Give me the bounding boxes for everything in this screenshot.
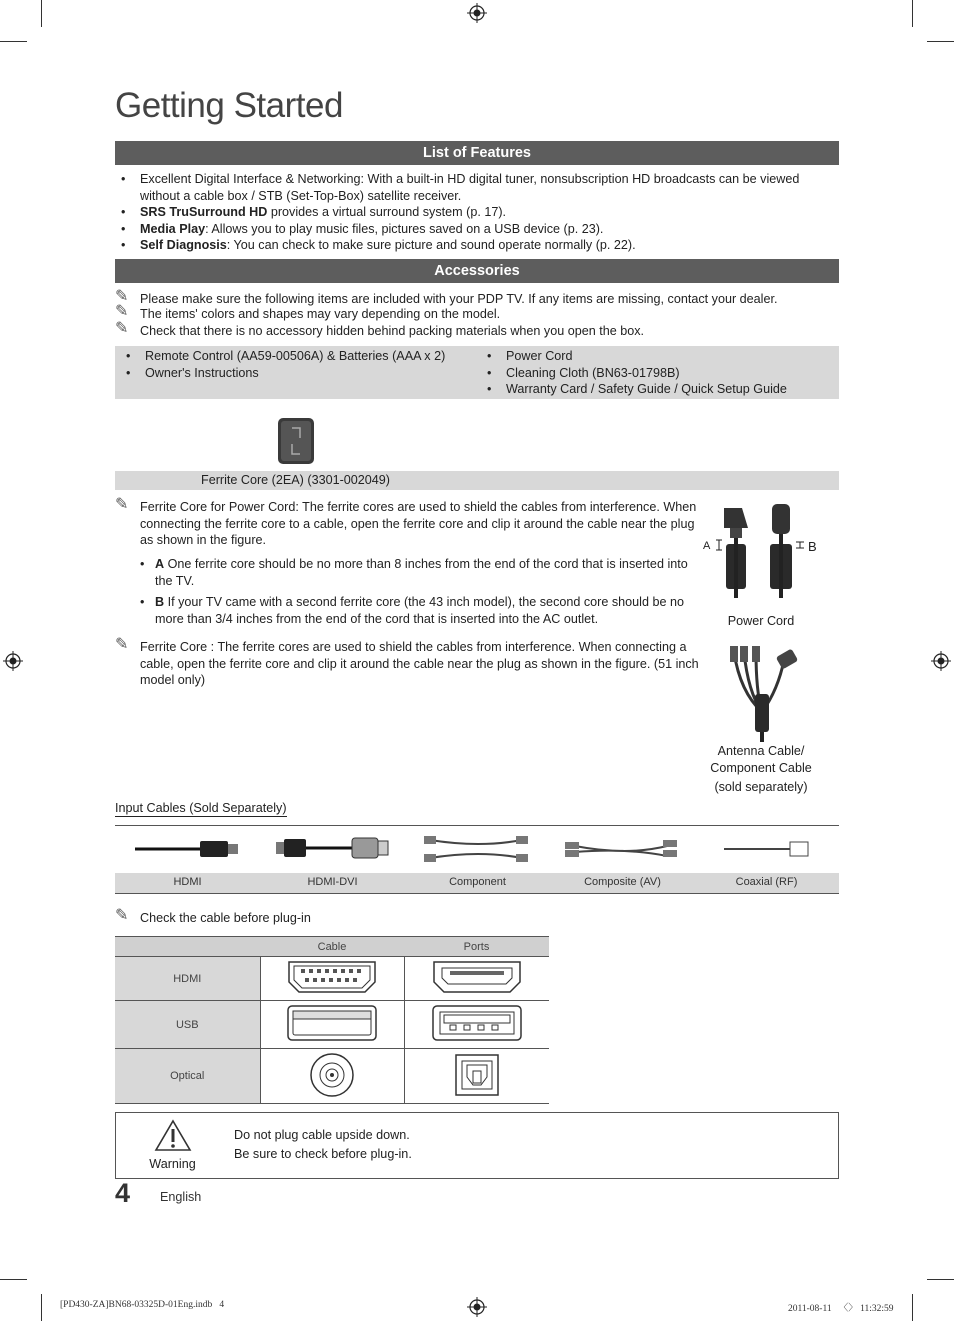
- hdmi-port-icon: [430, 958, 524, 996]
- hdmi-cable-image: [130, 835, 242, 863]
- warning-icon: [154, 1119, 192, 1153]
- note-pencil-icon: ✎: [115, 320, 129, 337]
- component-cable-image: [420, 830, 532, 868]
- power-cord-caption: Power Cord: [727, 614, 795, 628]
- composite-cable-image: [563, 836, 679, 862]
- table-header: [115, 937, 260, 957]
- crop-mark: [912, 1294, 913, 1321]
- label-a: A: [703, 540, 711, 552]
- sub-note-b: • B If your TV came with a second ferrite core (the 43 inch model), the second core should be no more than 3/4 inches from the end of the cord that is inserted into the AC outlet.: [140, 595, 684, 626]
- crop-mark: [41, 0, 42, 27]
- hdmi-dvi-cable-image: [272, 833, 392, 865]
- divider: [115, 825, 839, 826]
- crop-mark: [927, 1279, 954, 1280]
- input-cables-heading: Input Cables (Sold Separately): [115, 801, 287, 815]
- table-row: [115, 957, 549, 1001]
- list-item: • Excellent Digital Interface & Networking: With a built-in HD digital tuner, nonsubscription HD broadcasts can be viewed without a cable box / STB (Set-Top-Box) satellite receiver.: [115, 171, 825, 204]
- crop-mark: [0, 41, 27, 42]
- note-pencil-icon: ✎: [115, 496, 129, 513]
- cable-label: Component: [449, 876, 506, 888]
- registration-mark-icon: [467, 1297, 487, 1317]
- crop-mark: [912, 0, 913, 27]
- note-pencil-icon: ✎: [115, 636, 129, 653]
- crop-mark: [41, 1294, 42, 1321]
- accessories-left-list: [120, 348, 480, 381]
- ferrite-caption: Ferrite Core (2EA) (3301-002049): [201, 473, 390, 487]
- note-pencil-icon: ✎: [115, 288, 129, 305]
- warning-text: Do not plug cable upside down. Be sure to check before plug-in.: [234, 1128, 412, 1161]
- note-pencil-icon: ✎: [115, 303, 129, 320]
- sub-note-a: • A One ferrite core should be no more than 8 inches from the end of the cord that is inserted into the TV.: [140, 557, 688, 588]
- list-item: • Warranty Card / Safety Guide / Quick Setup Guide: [481, 381, 831, 398]
- row-label: HDMI: [115, 957, 260, 1001]
- note-ferrite-core: ✎ Ferrite Core : The ferrite cores are used to shield the cables from interference. When connecting a cable, open the ferrite core and clip it around the cable near the plug as shown in the figure. (51 inch model only): [115, 636, 699, 687]
- ferrite-core-image: [276, 416, 316, 466]
- coaxial-cable-image: [720, 838, 812, 860]
- list-item: • Remote Control (AA59-00506A) & Batteries (AAA x 2): [120, 348, 480, 365]
- file-label: [PD430-ZA]BN68-03325D-01Eng.indb 4: [60, 1300, 225, 1310]
- optical-cable-connector-icon: [307, 1051, 357, 1099]
- note: ✎ The items' colors and shapes may vary depending on the model.: [115, 303, 501, 321]
- cable-label: HDMI: [173, 876, 202, 888]
- registration-mark-icon: [467, 3, 487, 23]
- registration-mark-icon: [3, 651, 23, 671]
- cable-label: HDMI-DVI: [307, 876, 358, 888]
- note: ✎ Please make sure the following items are included with your PDP TV. If any items are missing, contact your dealer.: [115, 288, 778, 306]
- page-number: 4: [115, 1178, 131, 1208]
- features-heading: List of Features: [115, 141, 839, 165]
- language-label: English: [160, 1190, 202, 1204]
- accessories-right-list: [481, 348, 831, 398]
- ports-table: [115, 936, 549, 1104]
- crop-mark: [0, 1279, 27, 1280]
- list-item: • SRS TruSurround HD provides a virtual surround system (p. 17).: [115, 204, 825, 221]
- registration-mark-icon: [931, 651, 951, 671]
- antenna-caption: Antenna Cable/ Component Cable (sold separately): [710, 744, 812, 794]
- row-label: Optical: [115, 1049, 260, 1104]
- datestamp: 2011-08-11 〈〉 11:32:59: [788, 1304, 894, 1314]
- note: ✎ Check that there is no accessory hidden behind packing materials when you open the box.: [115, 320, 645, 338]
- table-header-ports: Ports: [404, 937, 549, 957]
- accessories-heading: Accessories: [115, 259, 839, 283]
- hdmi-cable-connector-icon: [285, 958, 379, 996]
- optical-port-icon: [452, 1051, 502, 1099]
- table-header-cable: Cable: [260, 937, 404, 957]
- cable-label: Coaxial (RF): [735, 876, 798, 888]
- note-ferrite-power: ✎ Ferrite Core for Power Cord: The ferrite cores are used to shield the cables from interference. When connecting the ferrite core to a cable, open the ferrite core and clip it around the cable near the plug as shown in the figure.: [115, 496, 697, 547]
- usb-port-icon: [430, 1003, 524, 1043]
- page-title: Getting Started: [115, 86, 343, 125]
- features-list: [115, 171, 825, 254]
- table-row: [115, 1001, 549, 1049]
- power-cord-figure: [700, 500, 825, 600]
- table-row: [115, 1049, 549, 1104]
- cable-label: Composite (AV): [584, 876, 661, 888]
- note-pencil-icon: ✎: [115, 907, 129, 924]
- list-item: • Media Play: Allows you to play music files, pictures saved on a USB device (p. 23).: [115, 221, 825, 238]
- note-check-cable: ✎ Check the cable before plug-in: [115, 907, 311, 925]
- list-item: • Self Diagnosis: You can check to make sure picture and sound operate normally (p. 22).: [115, 237, 825, 254]
- list-item: • Power Cord: [481, 348, 831, 365]
- crop-mark: [927, 41, 954, 42]
- list-item: • Cleaning Cloth (BN63-01798B): [481, 365, 831, 382]
- warning-box: [115, 1112, 839, 1179]
- usb-cable-connector-icon: [285, 1003, 379, 1043]
- label-b: B: [808, 539, 817, 554]
- list-item: • Owner's Instructions: [120, 365, 480, 382]
- warning-label: Warning: [149, 1157, 196, 1171]
- row-label: USB: [115, 1001, 260, 1049]
- antenna-cable-figure: [720, 642, 805, 742]
